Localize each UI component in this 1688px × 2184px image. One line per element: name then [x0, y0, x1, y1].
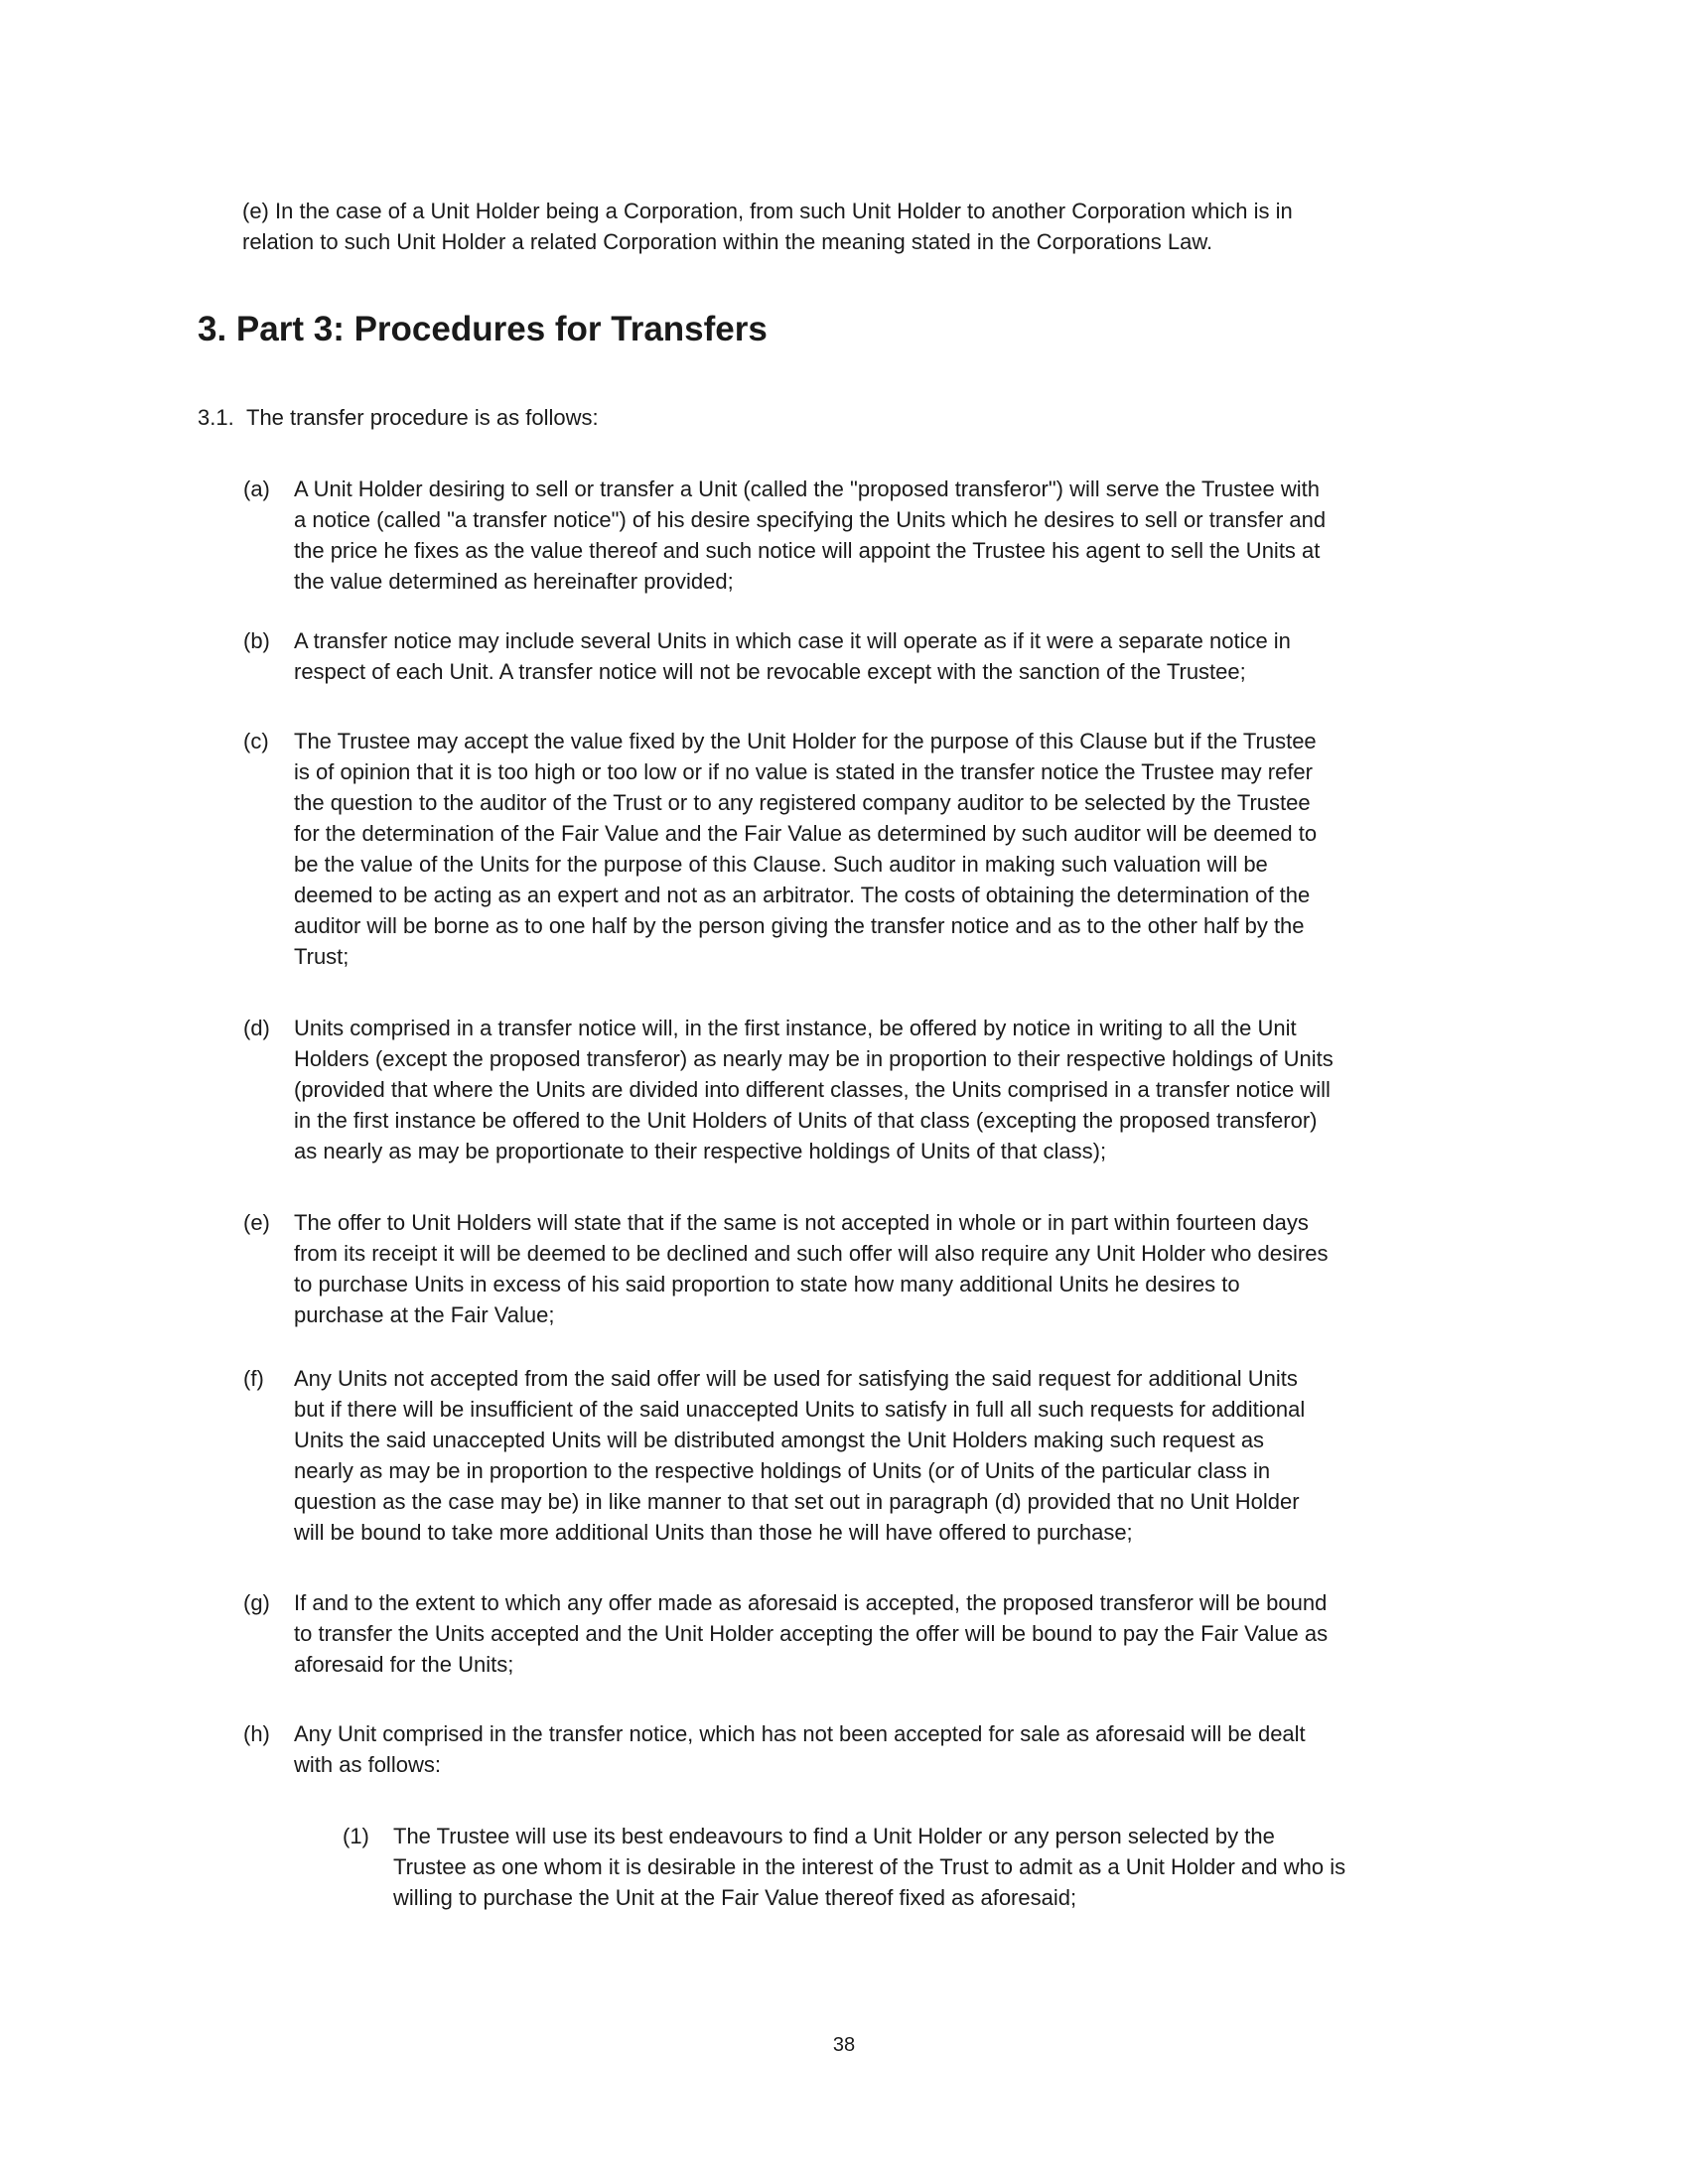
text-line: Holders (except the proposed transferor) as nearly may be in proportion to their respective holdings of Units — [294, 1046, 1334, 1071]
text-line: willing to purchase the Unit at the Fair Value thereof fixed as aforesaid; — [393, 1885, 1077, 1910]
text-line: purchase at the Fair Value; — [294, 1302, 555, 1327]
item-d-paragraph — [294, 1013, 1334, 1166]
item-c-paragraph — [294, 726, 1317, 972]
text-line: (e) In the case of a Unit Holder being a Corporation, from such Unit Holder to another Corporation which is in — [242, 199, 1293, 223]
subitem-paragraph — [393, 1821, 1345, 1913]
text-line: for the determination of the Fair Value and the Fair Value as determined by such auditor will be deemed to — [294, 821, 1318, 846]
text-line: question as the case may be) in like manner to that set out in paragraph (d) provided that no Unit Holder — [294, 1489, 1300, 1514]
text-line: the question to the auditor of the Trust or to any registered company auditor to be selected by the Trustee — [294, 790, 1311, 815]
item-h-paragraph — [294, 1718, 1306, 1780]
text-line: A transfer notice may include several Units in which case it will operate as if it were a separate notice in — [294, 628, 1291, 653]
text-line: but if there will be insufficient of the said unaccepted Units to satisfy in full all such requests for additional — [294, 1397, 1306, 1422]
text-line: will be bound to take more additional Units than those he will have offered to purchase; — [294, 1520, 1133, 1545]
item-label: (b) — [243, 628, 270, 653]
text-line: Trustee as one whom it is desirable in the interest of the Trust to admit as a Unit Holder and who is — [393, 1854, 1346, 1879]
text-line: be the value of the Units for the purpose of this Clause. Such auditor in making such valuation will be — [294, 852, 1268, 877]
text-line: auditor will be borne as to one half by the person giving the transfer notice and as to the other half by the — [294, 913, 1305, 938]
text-line: from its receipt it will be deemed to be declined and such offer will also require any Unit Holder who desires — [294, 1241, 1329, 1266]
text-line: nearly as may be in proportion to the respective holdings of Units (or of Units of the particular class in — [294, 1458, 1271, 1483]
item-e-paragraph — [294, 1207, 1328, 1330]
text-line: aforesaid for the Units; — [294, 1652, 514, 1677]
text-line: Units comprised in a transfer notice will, in the first instance, be offered by notice in writing to all the Unit — [294, 1016, 1297, 1040]
intro-paragraph — [242, 196, 1293, 257]
item-label: (f) — [243, 1366, 264, 1391]
item-label: (d) — [243, 1016, 270, 1040]
text-line: If and to the extent to which any offer made as aforesaid is accepted, the proposed transferor will be bound — [294, 1590, 1328, 1615]
text-line: The Trustee may accept the value fixed by the Unit Holder for the purpose of this Clause but if the Trustee — [294, 729, 1317, 753]
item-b-paragraph — [294, 625, 1291, 687]
page-number: 38 — [832, 2034, 856, 2056]
text-line: the price he fixes as the value thereof and such notice will appoint the Trustee his agent to sell the Units at — [294, 538, 1321, 563]
text-line: Any Units not accepted from the said offer will be used for satisfying the said request for additional Units — [294, 1366, 1298, 1391]
text-line: to purchase Units in excess of his said proportion to state how many additional Units he desires to — [294, 1272, 1240, 1297]
text-line: The offer to Unit Holders will state that if the same is not accepted in whole or in part within fourteen days — [294, 1210, 1309, 1235]
item-label: (a) — [243, 477, 270, 501]
item-label: (e) — [243, 1210, 270, 1235]
text-line: to transfer the Units accepted and the Unit Holder accepting the offer will be bound to pay the Fair Value as — [294, 1621, 1329, 1646]
section-heading: 3. Part 3: Procedures for Transfers — [198, 310, 768, 348]
item-label: (c) — [243, 729, 269, 753]
item-label: (g) — [243, 1590, 270, 1615]
text-line: deemed to be acting as an expert and not as an arbitrator. The costs of obtaining the determination of the — [294, 883, 1311, 907]
text-line: a notice (called "a transfer notice") of his desire specifying the Units which he desires to sell or transfer and — [294, 507, 1327, 532]
clause-text: The transfer procedure is as follows: — [246, 405, 599, 430]
text-line: (provided that where the Units are divided into different classes, the Units comprised in a transfer notice will — [294, 1077, 1331, 1102]
text-line: the value determined as hereinafter provided; — [294, 569, 734, 594]
text-line: The Trustee will use its best endeavours to find a Unit Holder or any person selected by the — [393, 1824, 1275, 1848]
subitem-label: (1) — [343, 1824, 369, 1848]
text-line: Any Unit comprised in the transfer notice, which has not been accepted for sale as aforesaid will be dealt — [294, 1721, 1306, 1746]
item-a-paragraph — [294, 474, 1326, 597]
text-line: Trust; — [294, 944, 350, 969]
clause-number: 3.1. — [198, 405, 234, 430]
text-line: Units the said unaccepted Units will be distributed amongst the Unit Holders making such request as — [294, 1428, 1265, 1452]
text-line: A Unit Holder desiring to sell or transfer a Unit (called the "proposed transferor") will serve the Trustee with — [294, 477, 1320, 501]
text-line: in the first instance be offered to the Unit Holders of Units of that class (excepting the proposed transferor) — [294, 1108, 1318, 1133]
item-label: (h) — [243, 1721, 270, 1746]
text-line: is of opinion that it is too high or too low or if no value is stated in the transfer notice the Trustee may refer — [294, 759, 1313, 784]
text-line: relation to such Unit Holder a related Corporation within the meaning stated in the Corporations Law. — [242, 229, 1213, 254]
item-g-paragraph — [294, 1587, 1328, 1680]
item-f-paragraph — [294, 1363, 1305, 1548]
text-line: respect of each Unit. A transfer notice will not be revocable except with the sanction of the Trustee; — [294, 659, 1246, 684]
text-line: as nearly as may be proportionate to their respective holdings of Units of that class); — [294, 1139, 1107, 1163]
text-line: with as follows: — [294, 1752, 441, 1777]
